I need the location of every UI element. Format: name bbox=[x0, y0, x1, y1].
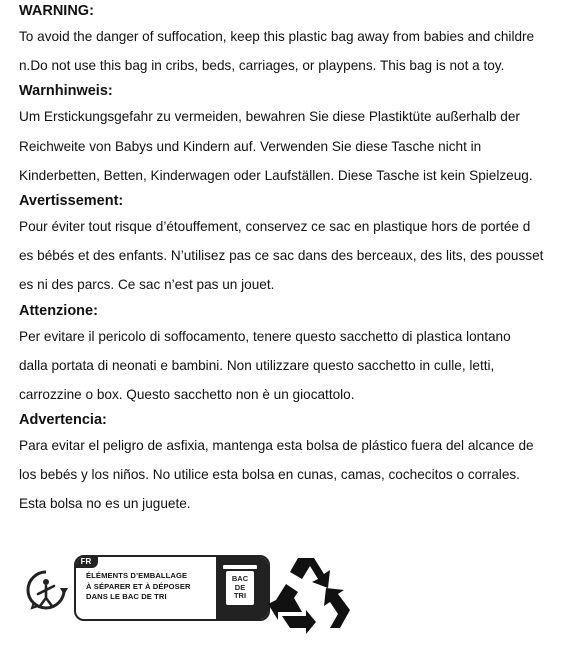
bin-line: DE bbox=[234, 582, 246, 592]
text-line: n.Do not use this bag in cribs, beds, carriages, or playpens. This bag is not a toy. bbox=[19, 58, 505, 74]
text-line: Pour éviter tout risque d’étouffement, conservez ce sac en plastique hors de portée d bbox=[19, 218, 531, 234]
country-tab: FR bbox=[74, 555, 98, 568]
bin-lid bbox=[223, 565, 257, 569]
text-line: Reichweite von Babys und Kindern auf. Verwenden Sie diese Tasche nicht in bbox=[19, 138, 482, 154]
section-text-french bbox=[19, 212, 564, 300]
text-line: dalla portata di neonati e bambini. Non utilizzare questo sacchetto in culle, letti, bbox=[19, 357, 495, 373]
sorting-info-label bbox=[74, 555, 270, 621]
text-line: carrozzine o box. Questo sacchetto non è un giocattolo. bbox=[19, 386, 355, 402]
info-line: À SÉPARER ET À DÉPOSER bbox=[86, 581, 191, 591]
section-heading-italian: Attenzione: bbox=[19, 302, 98, 319]
sorting-info-text bbox=[86, 571, 191, 603]
section-heading-german: Warnhinweis: bbox=[19, 83, 113, 100]
bin-line: TRI bbox=[233, 591, 247, 600]
section-text-german bbox=[19, 102, 564, 190]
sorting-bin-icon bbox=[226, 571, 254, 605]
section-text-italian bbox=[19, 322, 564, 410]
text-line: Esta bolsa no es un juguete. bbox=[19, 496, 191, 512]
text-line: los bebés y los niños. No utilice esta bolsa en cunas, camas, cochecitos o corrales. bbox=[19, 467, 520, 483]
text-line: Per evitare il pericolo di soffocamento, tenere questo sacchetto di plastica lontano bbox=[19, 328, 511, 344]
text-line: Para evitar el peligro de asfixia, mantenga esta bolsa de plástico fuera del alcance de bbox=[19, 438, 534, 454]
recycle-icon bbox=[268, 552, 352, 634]
section-heading-english: WARNING: bbox=[19, 3, 94, 19]
bin-text bbox=[226, 575, 254, 601]
packaging-logos bbox=[24, 552, 344, 642]
section-heading-spanish: Advertencia: bbox=[19, 412, 107, 429]
section-text-english bbox=[19, 22, 564, 80]
info-line: ÉLÉMENTS D’EMBALLAGE bbox=[86, 571, 188, 580]
text-line: es ni des parcs. Ce sac n’est pas un jouet. bbox=[19, 277, 275, 293]
text-line: To avoid the danger of suffocation, keep this plastic bag away from babies and childre bbox=[19, 29, 535, 44]
section-text-spanish bbox=[19, 431, 564, 519]
text-line: Um Erstickungsgefahr zu vermeiden, bewahren Sie diese Plastiktüte außerhalb der bbox=[19, 109, 520, 125]
triman-icon bbox=[24, 568, 68, 612]
sorting-bin-panel bbox=[216, 557, 268, 619]
text-line: es bébés et des enfants. N’utilisez pas ce sac dans des berceaux, des lits, des pousset bbox=[19, 248, 544, 264]
section-heading-french: Avertissement: bbox=[19, 192, 124, 209]
warning-document bbox=[19, 0, 564, 519]
bin-line: BAC bbox=[231, 574, 249, 583]
text-line: Kinderbetten, Betten, Kinderwagen oder Laufställen. Diese Tasche ist kein Spielzeug. bbox=[19, 167, 533, 183]
info-line: DANS LE BAC DE TRI bbox=[86, 592, 167, 601]
